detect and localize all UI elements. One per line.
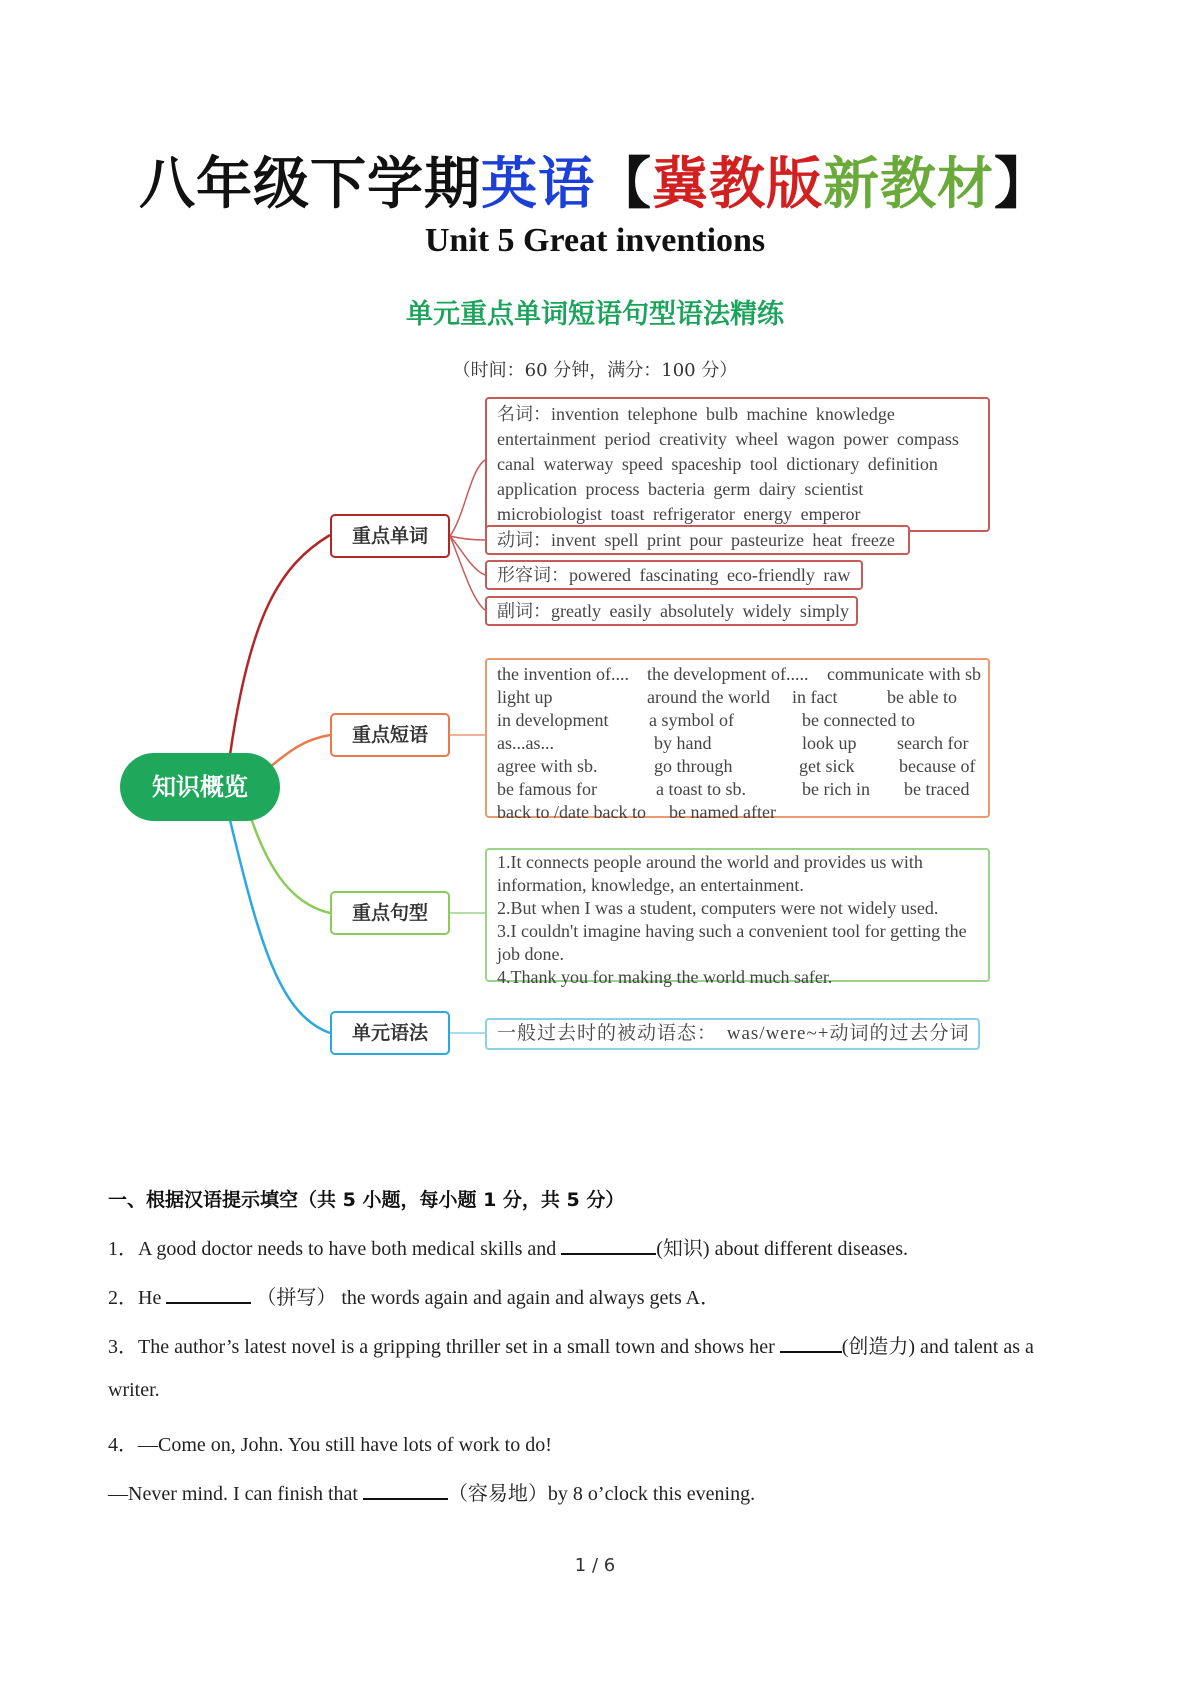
verbs-box: 动词：invent spell print pour pasteurize heat freeze	[485, 525, 910, 555]
nouns-line: canal waterway speed spaceship tool dictionary definition	[497, 454, 938, 474]
title-part-subject: 英语	[481, 152, 595, 217]
phrase: in fact	[792, 687, 838, 707]
sentence-line: 3.I couldn't imagine having such a convenient tool for getting the	[497, 921, 967, 941]
question-text: He	[138, 1287, 167, 1309]
question-4-reply	[108, 1477, 755, 1506]
phrase: the invention of....	[497, 664, 629, 684]
phrase: search for	[897, 733, 969, 753]
phrase: be connected to	[802, 710, 915, 730]
connector-root-sentences	[250, 815, 330, 913]
phrase: because of	[899, 756, 976, 776]
phrase: be rich in	[802, 779, 870, 799]
sentence-line: 2.But when I was a student, computers were not widely used.	[497, 898, 939, 918]
exercise-section-heading: 一、根据汉语提示填空（共 5 小题，每小题 1 分，共 5 分）	[108, 1189, 625, 1211]
question-3	[108, 1330, 1034, 1359]
nouns-line: 名词：invention telephone bulb machine knowledge	[497, 404, 895, 424]
phrase-row	[497, 685, 978, 708]
nouns-line: entertainment period creativity wheel wagon power compass	[497, 429, 959, 449]
phrases-box	[485, 658, 990, 822]
answer-blank[interactable]	[561, 1235, 656, 1255]
answer-blank[interactable]	[780, 1333, 842, 1353]
phrase-row	[497, 708, 978, 731]
answer-blank[interactable]	[166, 1284, 251, 1304]
document-title	[0, 140, 1190, 220]
question-text: The author’s latest novel is a gripping thriller set in a small town and shows her	[138, 1336, 780, 1358]
connector-root-grammar	[230, 820, 330, 1033]
phrase: back to /date back to	[497, 802, 646, 822]
phrase: around the world	[647, 687, 770, 707]
question-number: 3．	[108, 1336, 138, 1358]
phrase: communicate with sb	[827, 664, 981, 684]
branch-key-sentences: 重点句型	[330, 891, 450, 935]
connector-words-adjectives	[450, 536, 485, 575]
connector-words-nouns	[450, 460, 485, 536]
phrase: a symbol of	[649, 710, 734, 730]
phrase: in development	[497, 710, 609, 730]
sentence-line: 1.It connects people around the world and provides us with	[497, 852, 923, 872]
question-number: 1．	[108, 1238, 138, 1260]
phrase: be famous for	[497, 779, 597, 799]
adjectives-box: 形容词：powered fascinating eco-friendly raw	[485, 560, 863, 590]
question-text: —Never mind. I can finish that	[108, 1483, 363, 1505]
answer-blank[interactable]	[363, 1480, 448, 1500]
question-text: （容易地）by 8 o’clock this evening.	[447, 1483, 756, 1505]
phrase-row	[497, 800, 978, 823]
phrase: by hand	[654, 733, 712, 753]
question-1	[108, 1232, 908, 1261]
phrase: agree with sb.	[497, 756, 598, 776]
knowledge-mindmap	[100, 404, 1075, 1160]
phrase: be traced	[904, 779, 970, 799]
question-text: (创造力) and talent as a	[841, 1336, 1034, 1358]
title-part-grade: 八年级下学期	[139, 152, 481, 217]
phrase: be named after	[669, 802, 776, 822]
question-number: 2．	[108, 1287, 138, 1309]
phrase-row	[497, 777, 978, 800]
question-4	[108, 1428, 552, 1457]
phrase-row	[497, 662, 981, 685]
phrase-row	[497, 731, 978, 754]
nouns-box	[485, 397, 990, 532]
sentences-box	[485, 848, 990, 987]
sentence-line: 4.Thank you for making the world much safer.	[497, 967, 833, 987]
nouns-line: application process bacteria germ dairy scientist	[497, 479, 864, 499]
question-text: （拼写） the words again and again and always gets A．	[251, 1287, 721, 1309]
nouns-line: microbiologist toast refrigerator energy emperor	[497, 504, 861, 524]
sentence-line: information, knowledge, an entertainment.	[497, 875, 804, 895]
sentence-line: job done.	[497, 944, 564, 964]
branch-unit-grammar: 单元语法	[330, 1011, 450, 1055]
phrase: look up	[802, 733, 857, 753]
phrase: light up	[497, 687, 553, 707]
title-part-new-textbook: 新教材	[823, 152, 994, 217]
branch-key-words: 重点单词	[330, 514, 450, 558]
title-part-edition: 冀教版	[652, 152, 823, 217]
phrase-row	[497, 754, 978, 777]
connector-words-verbs	[450, 536, 485, 540]
question-3-continuation: writer.	[108, 1379, 160, 1401]
phrase: be able to	[887, 687, 957, 707]
connector-root-words	[230, 535, 330, 755]
title-part-bracket-open: 【	[595, 152, 652, 217]
phrase: get sick	[799, 756, 855, 776]
question-text: A good doctor needs to have both medical skills and	[138, 1238, 562, 1260]
adverbs-box: 副词：greatly easily absolutely widely simply	[485, 596, 858, 626]
grammar-box: 一般过去时的被动语态： was/were~+动词的过去分词	[485, 1018, 980, 1050]
question-text: (知识) about different diseases.	[656, 1238, 909, 1260]
section-title: 单元重点单词短语句型语法精练	[406, 299, 784, 330]
question-2	[108, 1281, 720, 1310]
question-number: 4．	[108, 1434, 138, 1456]
phrase: as...as...	[497, 733, 554, 753]
question-text: —Come on, John. You still have lots of work to do!	[138, 1434, 552, 1456]
title-part-bracket-close: 】	[994, 152, 1051, 217]
unit-subtitle: Unit 5 Great inventions	[424, 222, 766, 259]
branch-key-phrases: 重点短语	[330, 713, 450, 757]
exam-info: （时间：60 分钟，满分：100 分）	[452, 360, 738, 381]
phrase: go through	[654, 756, 733, 776]
page-number: 1 / 6	[574, 1555, 616, 1576]
mindmap-root: 知识概览	[120, 753, 280, 821]
phrase: the development of.....	[647, 664, 809, 684]
phrase: a toast to sb.	[656, 779, 746, 799]
